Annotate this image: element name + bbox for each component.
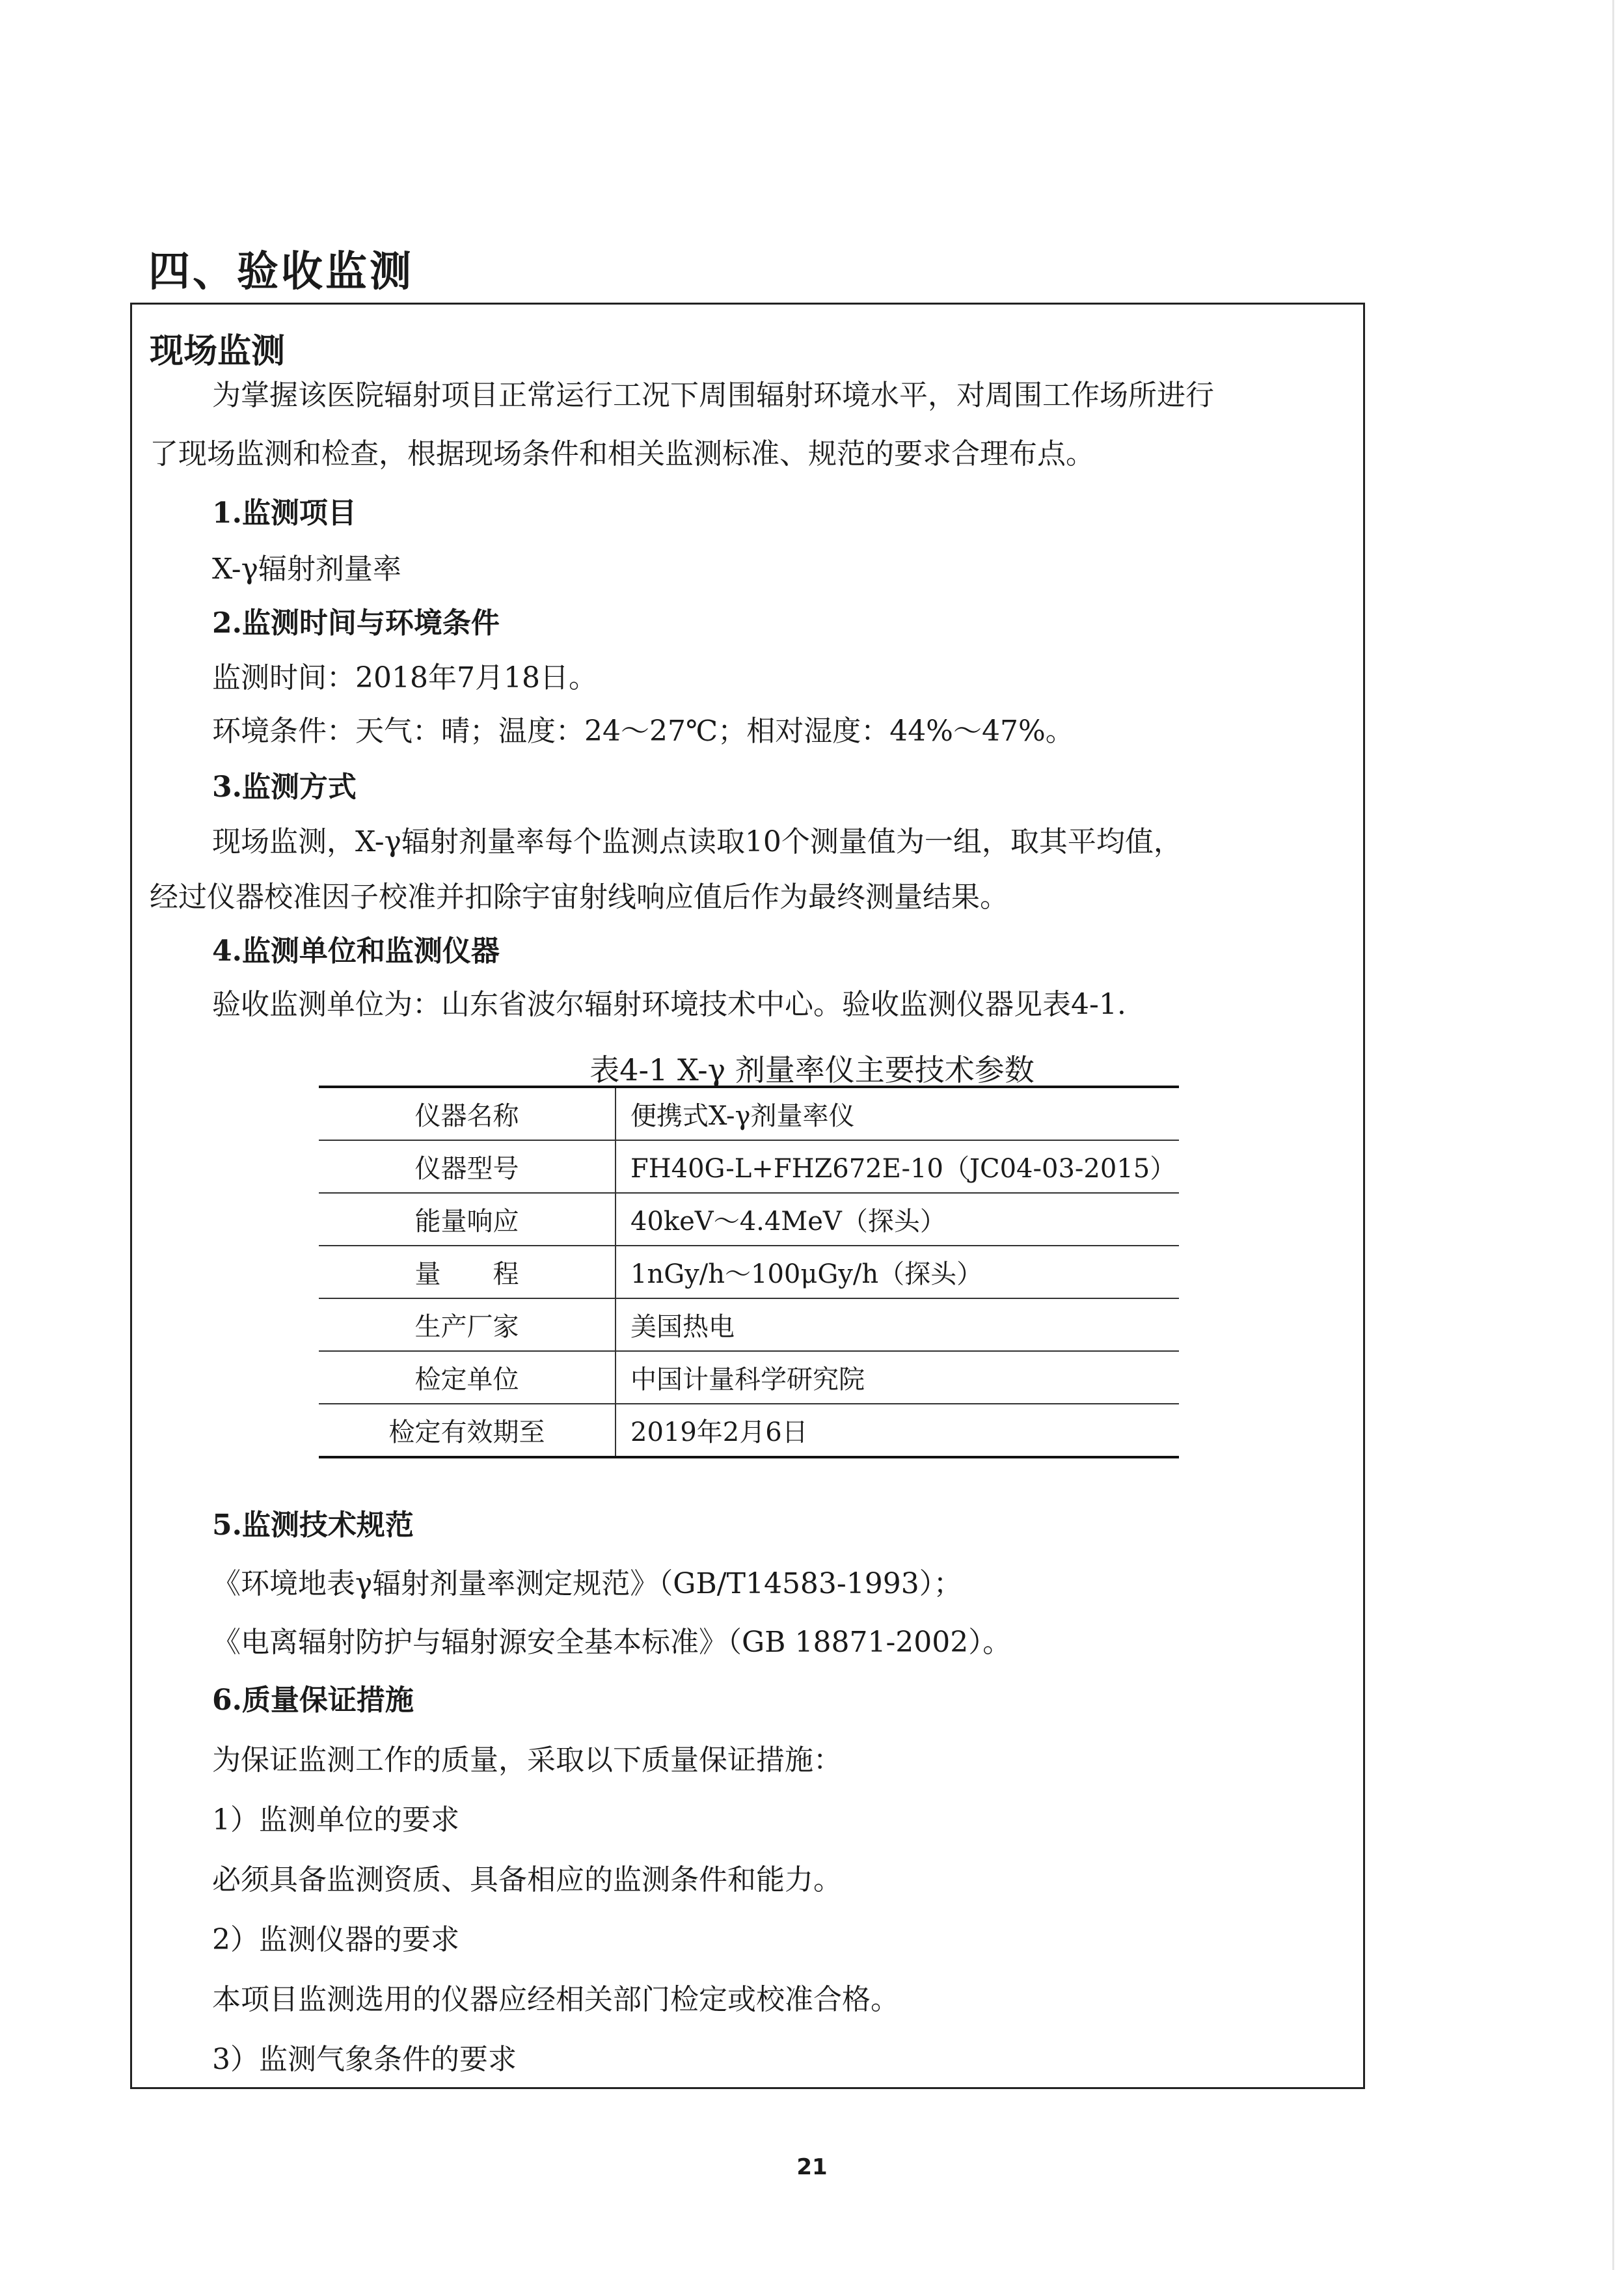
param-value: 40keV～4.4MeV（探头） <box>616 1193 1179 1246</box>
item5-heading: 5.监测技术规范 <box>212 1509 414 1542</box>
table-row <box>319 1087 1179 1140</box>
param-name: 量 程 <box>319 1246 616 1298</box>
table-row <box>319 1404 1179 1457</box>
item3-heading: 3.监测方式 <box>212 771 357 804</box>
page-edge-shadow <box>1612 0 1614 2270</box>
param-name: 能量响应 <box>319 1193 616 1246</box>
item6-intro: 为保证监测工作的质量，采取以下质量保证措施： <box>212 1744 842 1777</box>
item1-heading: 1.监测项目 <box>212 497 357 530</box>
item5-ref-2: 《电离辐射防护与辐射源安全基本标准》（GB 18871-2002）。 <box>212 1626 1012 1659</box>
instrument-params-table <box>319 1086 1179 1458</box>
param-name: 仪器型号 <box>319 1140 616 1193</box>
item3-text-2: 经过仪器校准因子校准并扣除宇宙射线响应值后作为最终测量结果。 <box>150 881 1008 914</box>
item4-heading: 4.监测单位和监测仪器 <box>212 935 500 968</box>
item6-sub2-text: 本项目监测选用的仪器应经相关部门检定或校准合格。 <box>212 1983 899 2016</box>
param-value: 中国计量科学研究院 <box>616 1351 1179 1404</box>
subsection-title: 现场监测 <box>150 331 286 371</box>
param-name: 检定有效期至 <box>319 1404 616 1457</box>
item6-sub2-heading: 2）监测仪器的要求 <box>212 1923 459 1956</box>
item4-text: 验收监测单位为：山东省波尔辐射环境技术中心。验收监测仪器见表4-1. <box>212 988 1126 1021</box>
item6-sub1-text: 必须具备监测资质、具备相应的监测条件和能力。 <box>212 1863 842 1896</box>
intro-line-1: 为掌握该医院辐射项目正常运行工况下周围辐射环境水平，对周围工作场所进行 <box>212 379 1214 412</box>
param-value: 美国热电 <box>616 1298 1179 1351</box>
table-caption: 表4-1 X-γ 剂量率仪主要技术参数 <box>589 1052 1035 1087</box>
param-value: 2019年2月6日 <box>616 1404 1179 1457</box>
table-row <box>319 1193 1179 1246</box>
table-row <box>319 1298 1179 1351</box>
item3-text-1: 现场监测，X-γ辐射剂量率每个监测点读取10个测量值为一组，取其平均值， <box>212 825 1182 858</box>
param-name: 生产厂家 <box>319 1298 616 1351</box>
item6-heading: 6.质量保证措施 <box>212 1684 414 1717</box>
item2-time: 监测时间：2018年7月18日。 <box>212 661 597 694</box>
page-number: 21 <box>796 2154 828 2180</box>
table-row <box>319 1351 1179 1404</box>
table-row <box>319 1140 1179 1193</box>
item2-env: 环境条件：天气：晴；温度：24～27℃；相对湿度：44%～47%。 <box>212 715 1074 748</box>
param-value: FH40G-L+FHZ672E-10（JC04-03-2015） <box>616 1140 1179 1193</box>
item5-ref-1: 《环境地表γ辐射剂量率测定规范》（GB/T14583-1993）； <box>212 1567 962 1600</box>
item2-heading: 2.监测时间与环境条件 <box>212 607 500 640</box>
item1-text: X-γ辐射剂量率 <box>212 553 401 586</box>
item6-sub1-heading: 1）监测单位的要求 <box>212 1803 459 1837</box>
intro-line-2: 了现场监测和检查，根据现场条件和相关监测标准、规范的要求合理布点。 <box>150 437 1094 471</box>
param-value: 1nGy/h～100μGy/h（探头） <box>616 1246 1179 1298</box>
section-title: 四、验收监测 <box>148 247 414 296</box>
param-name: 检定单位 <box>319 1351 616 1404</box>
table-row <box>319 1246 1179 1298</box>
item6-sub3-heading: 3）监测气象条件的要求 <box>212 2043 517 2076</box>
param-value: 便携式X-γ剂量率仪 <box>616 1087 1179 1140</box>
param-name: 仪器名称 <box>319 1087 616 1140</box>
